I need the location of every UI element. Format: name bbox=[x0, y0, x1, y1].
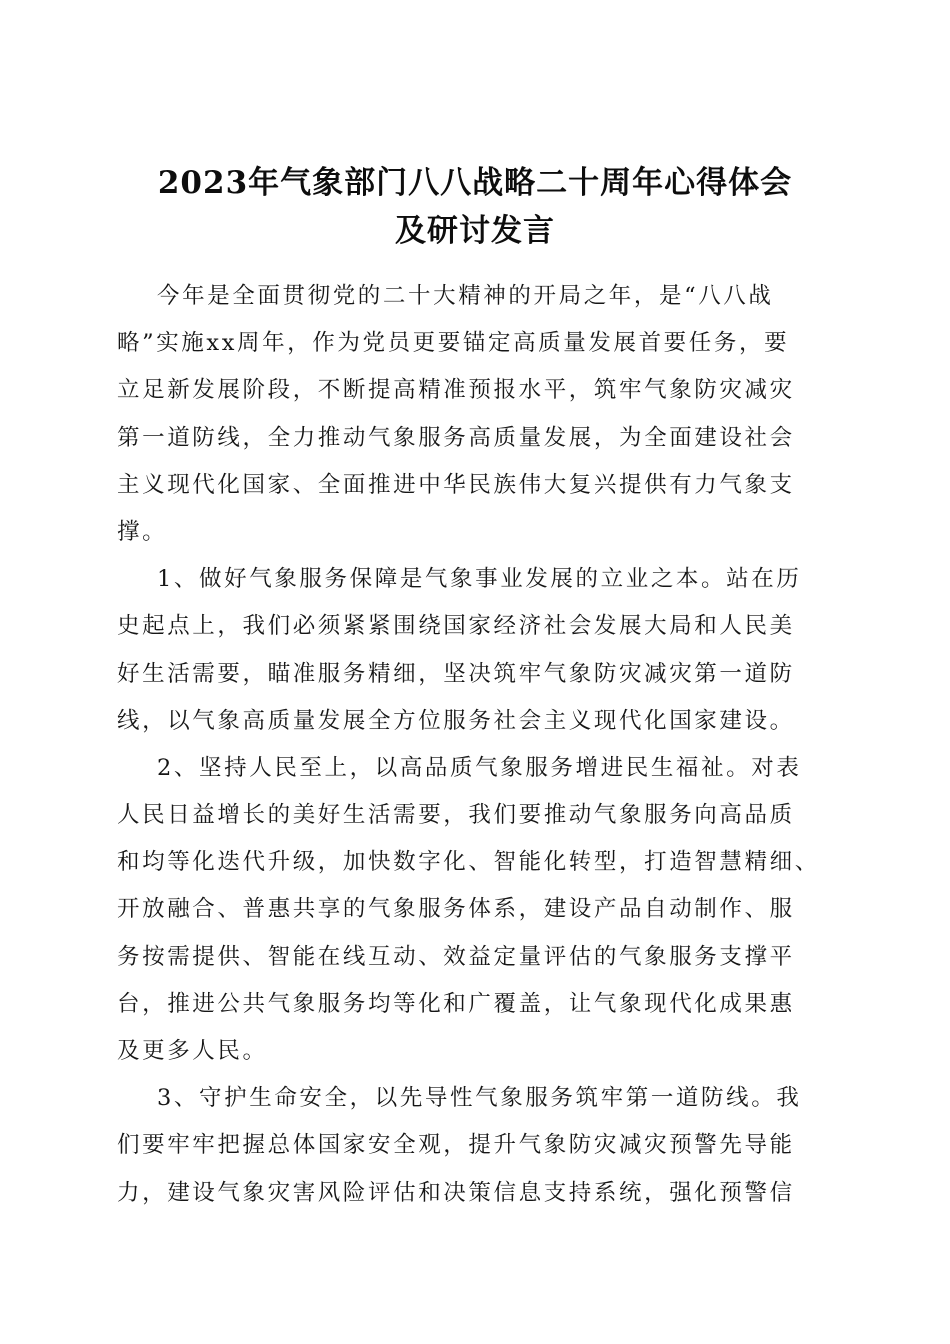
text-line: 台，推进公共气象服务均等化和广覆盖，让气象现代化成果惠 bbox=[117, 990, 795, 1017]
paragraph-point-1 bbox=[117, 556, 837, 745]
text-line: 开放融合、普惠共享的气象服务体系，建设产品自动制作、服 bbox=[117, 896, 795, 923]
title-line: 及研讨发言 bbox=[395, 212, 555, 249]
text-line: 1、做好气象服务保障是气象事业发展的立业之本。站在历 bbox=[157, 566, 802, 593]
text-line: 立足新发展阶段，不断提高精准预报水平，筑牢气象防灾减灾 bbox=[117, 377, 795, 404]
text-line: 撑。 bbox=[117, 518, 168, 545]
text-line: 线，以气象高质量发展全方位服务社会主义现代化国家建设。 bbox=[117, 707, 795, 734]
text-line: 力，建设气象灾害风险评估和决策信息支持系统，强化预警信 bbox=[117, 1179, 795, 1206]
paragraph-point-3 bbox=[117, 1075, 837, 1217]
text-line: 主义现代化国家、全面推进中华民族伟大复兴提供有力气象支 bbox=[117, 471, 795, 498]
title-line: 2023年气象部门八八战略二十周年心得体会 bbox=[157, 164, 793, 201]
document-title bbox=[110, 159, 840, 255]
text-line: 人民日益增长的美好生活需要，我们要推动气象服务向高品质 bbox=[117, 802, 795, 829]
text-line: 务按需提供、智能在线互动、效益定量评估的气象服务支撑平 bbox=[117, 943, 795, 970]
text-line: 们要牢牢把握总体国家安全观，提升气象防灾减灾预警先导能 bbox=[117, 1132, 795, 1159]
paragraph-intro bbox=[117, 273, 837, 556]
text-line: 和均等化迭代升级，加快数字化、智能化转型，打造智慧精细、 bbox=[117, 849, 820, 876]
text-line: 3、守护生命安全，以先导性气象服务筑牢第一道防线。我 bbox=[157, 1085, 802, 1112]
text-line: 第一道防线，全力推动气象服务高质量发展，为全面建设社会 bbox=[117, 424, 795, 451]
text-line: 今年是全面贯彻党的二十大精神的开局之年，是“八八战 bbox=[157, 283, 774, 309]
text-line: 2、坚持人民至上，以高品质气象服务增进民生福祉。对表 bbox=[157, 754, 802, 781]
paragraph-point-2 bbox=[117, 745, 837, 1075]
text-line: 略”实施xx周年，作为党员更要锚定高质量发展首要任务，要 bbox=[117, 330, 790, 357]
text-line: 史起点上，我们必须紧紧围绕国家经济社会发展大局和人民美 bbox=[117, 613, 795, 640]
document-body bbox=[117, 273, 837, 1217]
text-line: 及更多人民。 bbox=[117, 1038, 268, 1064]
text-line: 好生活需要，瞄准服务精细，坚决筑牢气象防灾减灾第一道防 bbox=[117, 660, 795, 687]
